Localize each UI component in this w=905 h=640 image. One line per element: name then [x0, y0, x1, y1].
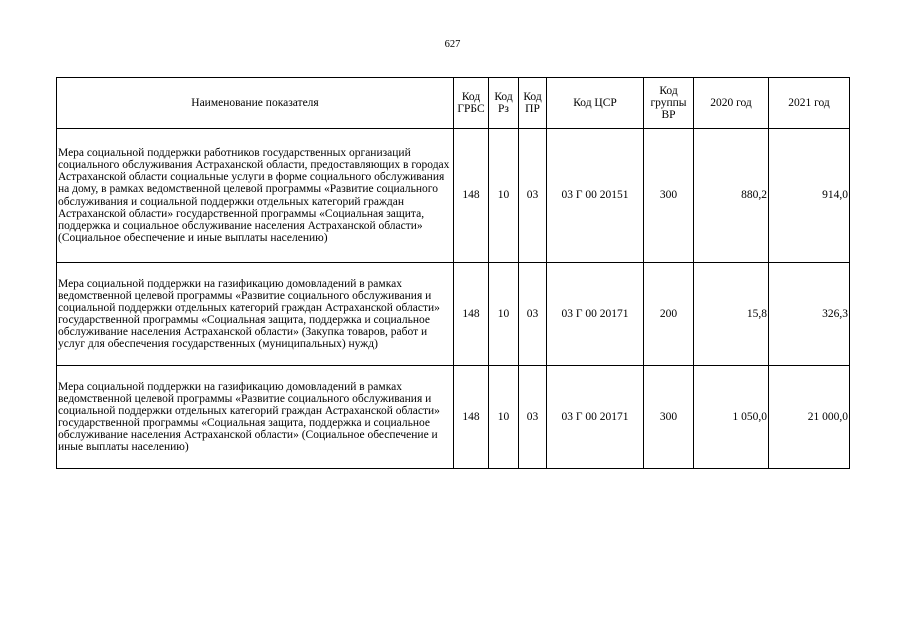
row-rz: 10: [489, 366, 519, 469]
row-2021: 326,3: [769, 263, 850, 366]
row-pr: 03: [519, 263, 547, 366]
row-grbs: 148: [454, 129, 489, 263]
row-name: Мера социальной поддержки работников государственных организаций социального обслуживания Астраханской области, предоставляющих в городах Астраханской области социальные услуги в форме социального обслуживания на дому, в рамках ведомственной целевой программы «Развитие социального обслуживания и социальной поддержки отдельных категорий граждан Астраханской области» государственной программы «Социальная защита, поддержка и социальное обслуживание населения Астраханской области» (Социальное обеспечение и иные выплаты населению): [57, 129, 454, 263]
header-csr: Код ЦСР: [547, 78, 644, 129]
row-vr: 300: [644, 366, 694, 469]
header-rz-line-1: Код: [494, 90, 513, 103]
row-rz: 10: [489, 129, 519, 263]
row-2020: 15,8: [694, 263, 769, 366]
row-csr: 03 Г 00 20151: [547, 129, 644, 263]
row-name: Мера социальной поддержки на газификацию домовладений в рамках ведомственной целевой программы «Развитие социального обслуживания и социальной поддержки отдельных категорий граждан Астраханской области» государственной программы «Социальная защита, поддержка и социальное обслуживание населения Астраханской области» (Социальное обеспечение и иные выплаты населению): [57, 366, 454, 469]
table-header-row: [57, 78, 850, 129]
row-vr: 300: [644, 129, 694, 263]
table-row: [57, 263, 850, 366]
header-pr: [519, 78, 547, 129]
header-2020: 2020 год: [694, 78, 769, 129]
header-grbs: [454, 78, 489, 129]
row-grbs: 148: [454, 366, 489, 469]
header-pr-line-1: Код: [523, 90, 542, 103]
header-vr-line-3: ВР: [661, 109, 676, 122]
header-rz-line-2: Рз: [498, 103, 509, 115]
header-vr: [644, 78, 694, 129]
table-row: [57, 366, 850, 469]
header-2021: 2021 год: [769, 78, 850, 129]
row-grbs: 148: [454, 263, 489, 366]
row-vr: 200: [644, 263, 694, 366]
row-name: Мера социальной поддержки на газификацию домовладений в рамках ведомственной целевой программы «Развитие социального обслуживания и социальной поддержки отдельных категорий граждан Астраханской области» государственной программы «Социальная защита, поддержка и социальное обслуживание населения Астраханской области» (Закупка товаров, работ и услуг для обеспечения государственных (муниципальных) нужд): [57, 263, 454, 366]
header-rz: [489, 78, 519, 129]
row-2020: 880,2: [694, 129, 769, 263]
header-grbs-line-1: Код: [461, 90, 481, 103]
row-csr: 03 Г 00 20171: [547, 366, 644, 469]
row-pr: 03: [519, 366, 547, 469]
header-pr-line-2: ПР: [525, 103, 540, 115]
header-grbs-line-2: ГРБС: [457, 103, 485, 115]
page-number: 627: [444, 39, 461, 50]
budget-table: [56, 77, 850, 469]
row-rz: 10: [489, 263, 519, 366]
header-vr-line-1: Код: [659, 84, 678, 97]
row-2021: 914,0: [769, 129, 850, 263]
row-csr: 03 Г 00 20171: [547, 263, 644, 366]
header-name: Наименование показателя: [57, 78, 454, 129]
header-vr-line-2: группы: [650, 96, 687, 109]
row-2020: 1 050,0: [694, 366, 769, 469]
table-row: [57, 129, 850, 263]
row-2021: 21 000,0: [769, 366, 850, 469]
row-pr: 03: [519, 129, 547, 263]
